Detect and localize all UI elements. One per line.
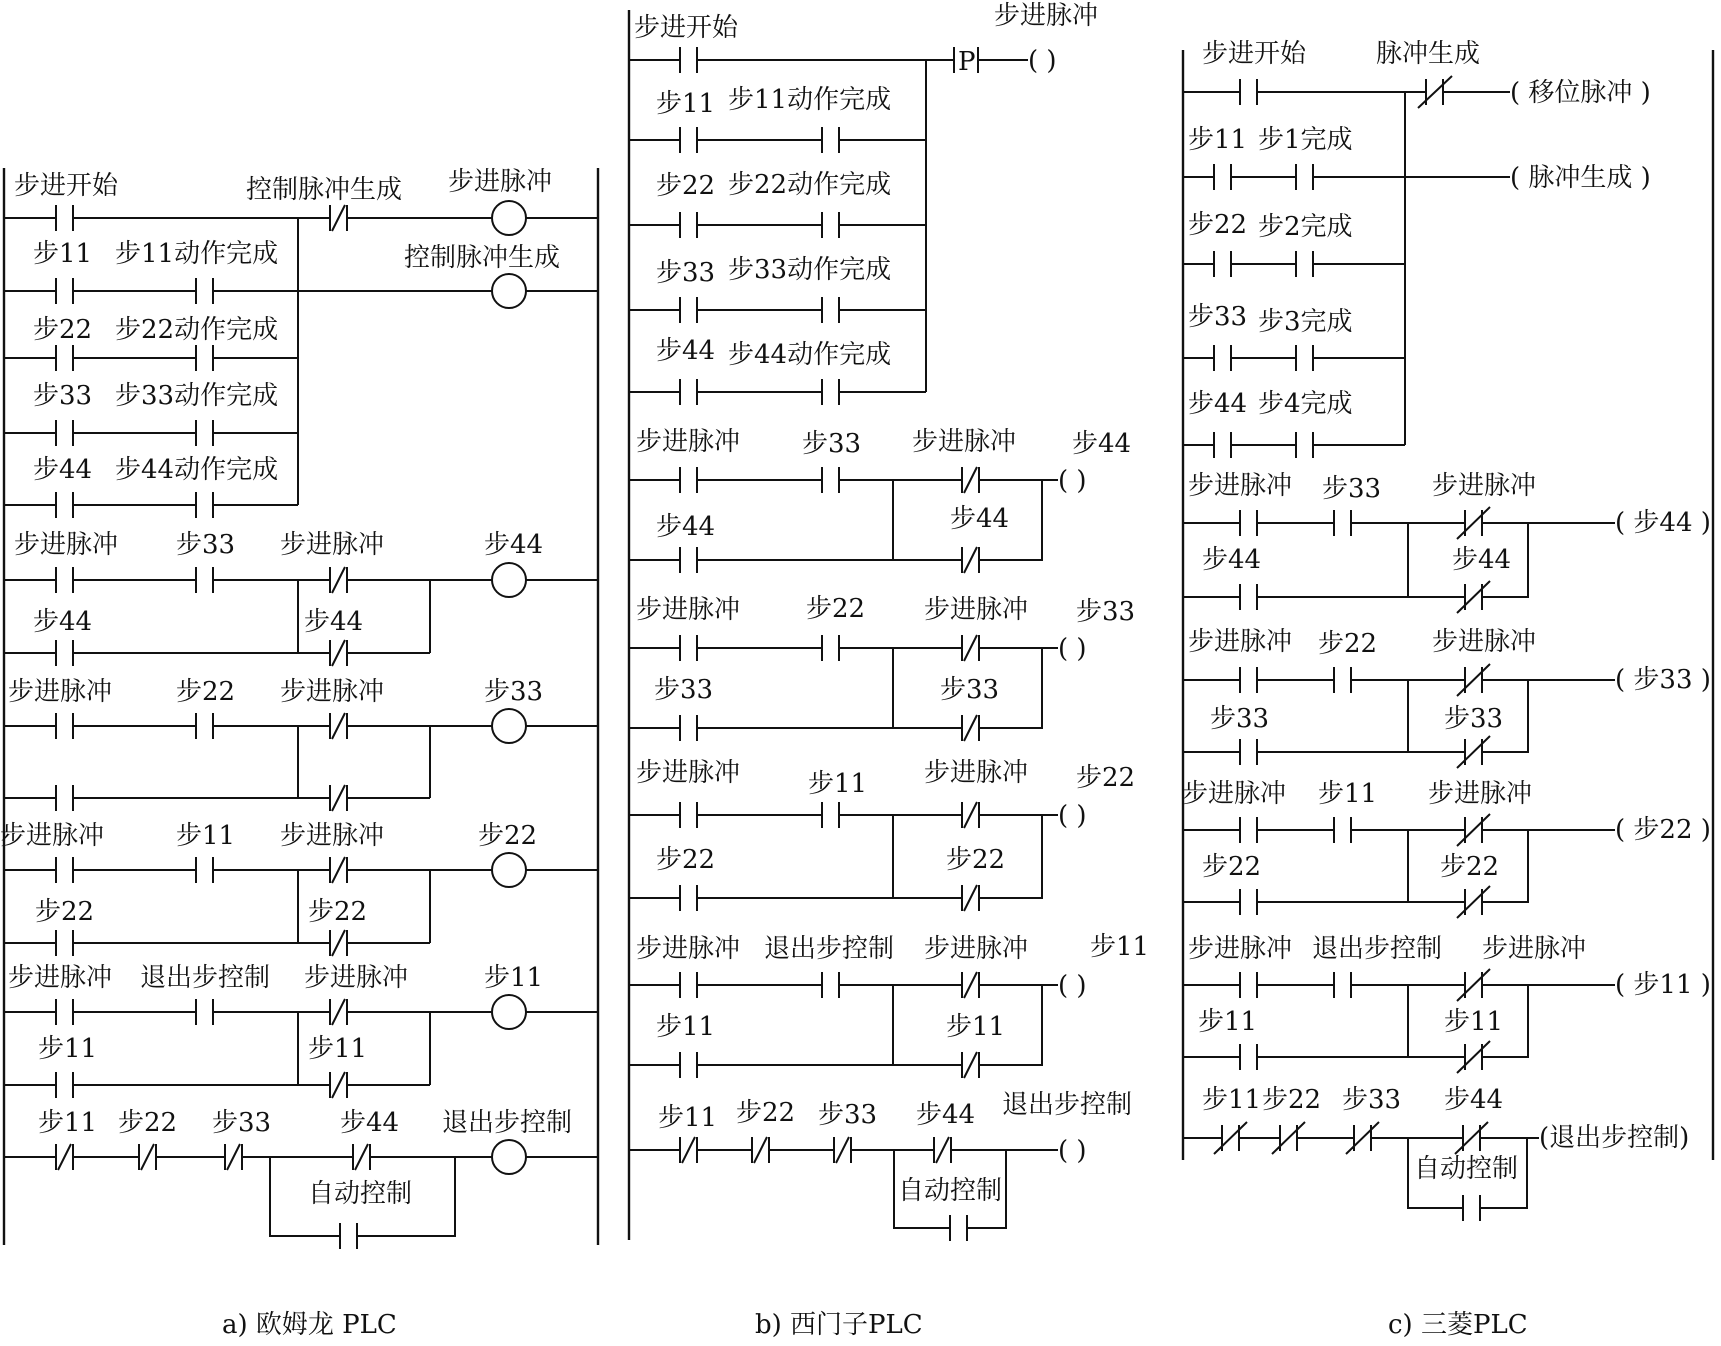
contact-label: 步11 (1188, 125, 1248, 155)
contact-label: 步33 (656, 258, 716, 288)
coil: ( ) (1058, 634, 1087, 664)
contact-label: 步进脉冲 (1432, 471, 1537, 501)
contact-label: 控制脉冲生成 (246, 175, 403, 205)
coil-label: 步22 (478, 821, 538, 851)
contact-label: 步33 (1210, 704, 1270, 734)
pulse-contact-label: P (958, 47, 976, 77)
contact-label: 步进脉冲 (1428, 779, 1533, 809)
rung-a-step11 (4, 963, 598, 1098)
contact-label: 步44动作完成 (115, 455, 279, 485)
contact-label: 步44 (1188, 389, 1248, 419)
coil-label: 步11 (484, 963, 544, 993)
contact-label: 步进脉冲 (14, 530, 119, 560)
contact-label: 步进脉冲 (1482, 934, 1587, 964)
contact-label: 步22 (35, 897, 95, 927)
contact-label: 步33 (1444, 704, 1504, 734)
contact-label: 步进脉冲 (280, 530, 385, 560)
coil (492, 201, 526, 235)
contact-label: 步22 (176, 677, 236, 707)
contact-label: 退出步控制 (140, 963, 271, 993)
coil (492, 709, 526, 743)
contact-label: 步44 (950, 504, 1010, 534)
contact-label: 步进脉冲 (924, 934, 1029, 964)
contact-label: 步进脉冲 (304, 963, 409, 993)
contact-label: 步33动作完成 (115, 381, 279, 411)
contact-label: 退出步控制 (1312, 934, 1443, 964)
rung-c1 (1183, 39, 1651, 458)
contact-label: 步进脉冲 (1432, 627, 1537, 657)
contact-label: 步44 (33, 455, 93, 485)
contact-label: 步11 (1198, 1007, 1258, 1037)
contact-label: 步进脉冲 (1182, 779, 1287, 809)
contact-label: 步进开始 (634, 13, 739, 43)
rung-c-step33 (1183, 627, 1711, 768)
contact-label: 步进脉冲 (1188, 471, 1293, 501)
contact-label: 步33 (1322, 474, 1382, 504)
contact-label: 步进脉冲 (1188, 627, 1293, 657)
coil: ( ) (1058, 466, 1087, 496)
rung-b1 (629, 1, 1098, 405)
coil-label: 步11 (1090, 932, 1150, 962)
coil: ( ) (1028, 46, 1057, 76)
contact-label: 步22动作完成 (115, 315, 279, 345)
contact-label: 步33 (802, 429, 862, 459)
contact-label: 步11动作完成 (115, 239, 279, 269)
contact-label: 步44 (656, 512, 716, 542)
coil-label: 步44 (484, 530, 544, 560)
contact-label: 步33 (818, 1100, 878, 1130)
contact-label: 步11 (656, 1012, 716, 1042)
contact-label: 步44 (304, 607, 364, 637)
contact-label: 步44 (1202, 545, 1262, 575)
contact-label: 退出步控制 (764, 934, 895, 964)
contact-label: 步进开始 (14, 171, 119, 201)
coil-label: 步22 (1076, 763, 1136, 793)
contact-label: 脉冲生成 (1376, 39, 1481, 69)
contact-label: 步进脉冲 (636, 934, 741, 964)
coil (492, 853, 526, 887)
caption-b: b) 西门子PLC (755, 1310, 923, 1340)
contact-label: 步44 (1452, 545, 1512, 575)
coil-label: 步进脉冲 (994, 1, 1099, 31)
coil: ( 移位脉冲 ) (1510, 78, 1651, 108)
rung-b-step22 (629, 758, 1135, 911)
contact-label: 步进脉冲 (912, 427, 1017, 457)
caption-c: c) 三菱PLC (1388, 1310, 1528, 1340)
contact-label: 步11 (176, 821, 236, 851)
contact-label: 步11 (808, 769, 868, 799)
coil: ( 步22 ) (1615, 815, 1711, 845)
rung-b-step11 (629, 932, 1149, 1078)
contact-label: 步33动作完成 (728, 255, 892, 285)
contact-label: 步44 (1444, 1085, 1504, 1115)
contact-label: 步进脉冲 (636, 595, 741, 625)
contact-label: 步22 (33, 315, 93, 345)
contact-label: 步22 (118, 1108, 178, 1138)
coil (492, 995, 526, 1029)
coil-label: 步33 (484, 677, 544, 707)
contact-label: 步22 (736, 1098, 796, 1128)
coil: ( ) (1058, 971, 1087, 1001)
contact-label: 步44 (916, 1100, 976, 1130)
contact-label: 自动控制 (1414, 1154, 1519, 1184)
rung-c-step22 (1182, 779, 1711, 918)
contact-label: 步11 (656, 89, 716, 119)
coil-label: 步进脉冲 (448, 167, 553, 197)
contact-label: 步11 (1444, 1007, 1504, 1037)
contact-label: 步22 (656, 845, 716, 875)
coil: ( 步11 ) (1615, 970, 1711, 1000)
contact-label: 步22 (308, 897, 368, 927)
contact-label: 步44 (656, 336, 716, 366)
contact-label: 步22 (656, 171, 716, 201)
contact-label: 步进脉冲 (1188, 934, 1293, 964)
coil: (退出步控制) (1539, 1123, 1690, 1153)
contact-label: 步33 (212, 1108, 272, 1138)
coil: ( 步33 ) (1615, 665, 1711, 695)
contact-label: 步11动作完成 (728, 85, 892, 115)
contact-label: 步11 (1202, 1085, 1262, 1115)
coil-label: 退出步控制 (442, 1108, 573, 1138)
contact-label: 步44动作完成 (728, 340, 892, 370)
contact-label: 步22 (1318, 629, 1378, 659)
contact-label: 步4完成 (1258, 389, 1353, 419)
coil: ( ) (1058, 801, 1087, 831)
contact-label: 步33 (1188, 302, 1248, 332)
rung-b-step33 (629, 594, 1135, 741)
contact-label: 步11 (308, 1034, 368, 1064)
coil (492, 274, 526, 308)
panel-a-omron (0, 167, 598, 1340)
coil (492, 563, 526, 597)
coil-label: 退出步控制 (1002, 1090, 1133, 1120)
contact-label: 步11 (946, 1012, 1006, 1042)
contact-label: 步11 (38, 1108, 98, 1138)
contact-label: 步22 (1262, 1085, 1322, 1115)
rung-a1 (4, 167, 598, 518)
contact-label: 自动控制 (898, 1176, 1003, 1206)
contact-label: 步进脉冲 (0, 821, 105, 851)
rung-b-exit (629, 1090, 1132, 1241)
contact-label: 步22 (946, 845, 1006, 875)
contact-label: 步33 (940, 675, 1000, 705)
contact-label: 步11 (38, 1034, 98, 1064)
contact-label: 步进脉冲 (924, 595, 1029, 625)
rung-c-exit (1183, 1085, 1689, 1221)
contact-label: 自动控制 (308, 1179, 413, 1209)
contact-label: 步1完成 (1258, 125, 1353, 155)
coil-label: 控制脉冲生成 (404, 243, 561, 273)
rung-a-exit (4, 1108, 598, 1249)
rung-c-step11 (1183, 934, 1711, 1073)
contact-label: 步进脉冲 (280, 821, 385, 851)
coil: ( ) (1058, 1136, 1087, 1166)
panel-b-siemens (629, 1, 1149, 1340)
contact-label: 步44 (340, 1108, 400, 1138)
contact-label: 步进开始 (1202, 39, 1307, 69)
contact-label: 步33 (1342, 1085, 1402, 1115)
contact-label: 步44 (33, 607, 93, 637)
contact-label: 步11 (1318, 779, 1378, 809)
contact-label: 步进脉冲 (8, 677, 113, 707)
contact-label: 步3完成 (1258, 307, 1353, 337)
contact-label: 步2完成 (1258, 212, 1353, 242)
contact-label: 步33 (654, 675, 714, 705)
coil: ( 脉冲生成 ) (1510, 163, 1651, 193)
coil-label: 步33 (1076, 597, 1136, 627)
rung-b-step44 (629, 427, 1131, 573)
contact-label: 步22 (1188, 210, 1248, 240)
coil: ( 步44 ) (1615, 508, 1711, 538)
contact-label: 步22动作完成 (728, 170, 892, 200)
rung-a-step22 (0, 821, 598, 956)
contact-label: 步进脉冲 (636, 427, 741, 457)
coil-label: 步44 (1072, 429, 1132, 459)
contact-label: 步22 (806, 594, 866, 624)
contact-label: 步进脉冲 (924, 758, 1029, 788)
panel-c-mitsubishi (1182, 39, 1713, 1340)
contact-label: 步进脉冲 (636, 758, 741, 788)
contact-label: 步33 (33, 381, 93, 411)
contact-label: 步11 (33, 239, 93, 269)
rung-a-step33 (4, 677, 598, 811)
caption-a: a) 欧姆龙 PLC (222, 1310, 397, 1340)
rung-c-step44 (1183, 471, 1711, 613)
rung-a-step44 (4, 530, 598, 666)
contact-label: 步22 (1202, 852, 1262, 882)
contact-label: 步进脉冲 (280, 677, 385, 707)
contact-label: 步进脉冲 (8, 963, 113, 993)
contact-label: 步11 (658, 1103, 718, 1133)
contact-label: 步22 (1440, 852, 1500, 882)
coil (492, 1140, 526, 1174)
contact-label: 步33 (176, 530, 236, 560)
